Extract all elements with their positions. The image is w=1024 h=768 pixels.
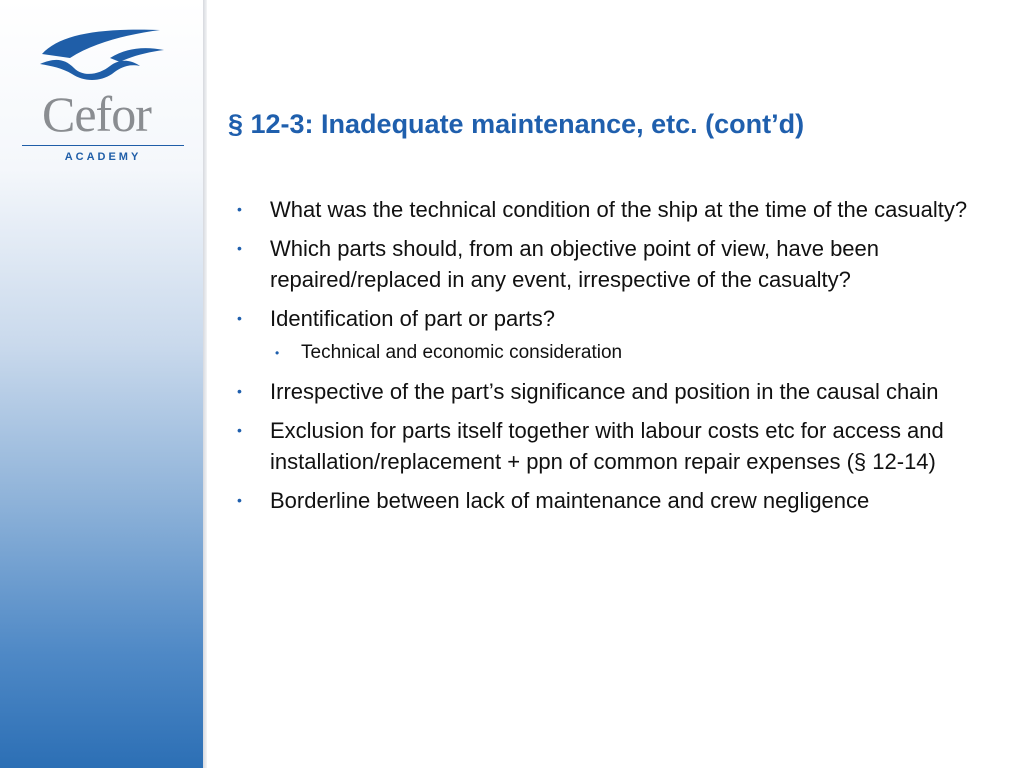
bullet-text: Borderline between lack of maintenance and crew negligence [270,488,870,513]
bullet-icon: • [237,201,242,217]
bullet-item [237,233,997,295]
sidebar-divider [203,0,207,768]
logo-wordmark: Cefor [42,86,151,142]
sub-bullet-icon: • [275,346,280,360]
sub-bullet-item [237,340,997,366]
bullet-text: Irrespective of the part’s significance and position in the causal chain [270,379,939,404]
cefor-academy-logo [22,28,184,168]
bullet-item [237,376,997,407]
bullet-item [237,485,997,516]
bullet-icon: • [237,240,242,256]
logo-tagline: ACADEMY [64,151,142,163]
bullet-text: What was the technical condition of the ship at the time of the casualty? [270,197,968,222]
slide-title: § 12-3: Inadequate maintenance, etc. (cont’d) [228,109,805,139]
bullet-text: Exclusion for parts itself together with labour costs etc for access and installation/replacement + ppn of common repair expenses (§ 12-14) [270,418,944,474]
bullet-icon: • [237,492,242,508]
bullet-icon: • [237,422,242,438]
sub-bullet-text: Technical and economic consideration [301,342,623,363]
bullet-text: Identification of part or parts? [270,306,555,331]
bullet-icon: • [237,383,242,399]
bullet-item [237,415,997,477]
bullet-item [237,303,997,334]
bullet-item [237,194,997,225]
bullet-text: Which parts should, from an objective point of view, have been repaired/replaced in any event, irrespective of the casualty? [270,236,880,292]
slide-content [237,194,997,524]
logo-divider-line [22,145,184,146]
wave-logo-icon [40,28,166,82]
bullet-list [237,194,997,516]
bullet-icon: • [237,310,242,326]
